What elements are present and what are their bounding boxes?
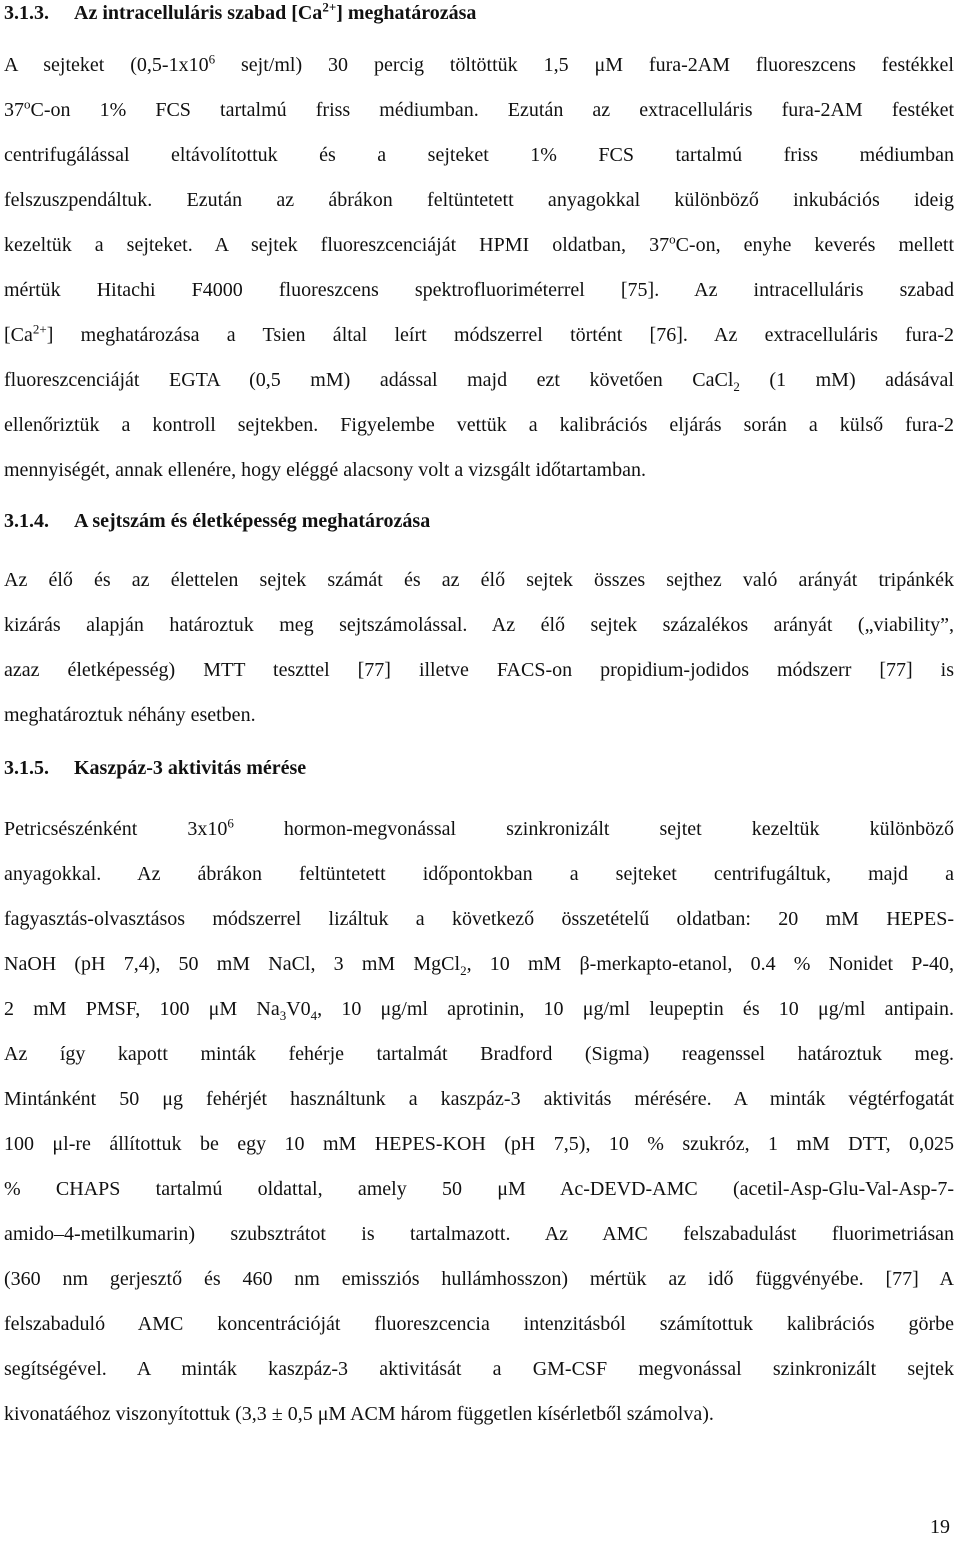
text-segment: felszuszpendáltuk. Ezután az ábrákon feltüntetett anyagokkal különböző inkubációs ideig bbox=[4, 189, 954, 211]
text-segment: Az így kapott minták fehérje tartalmát Bradford (Sigma) reagenssel határoztuk meg. bbox=[4, 1043, 954, 1065]
text-segment: 3 bbox=[279, 1008, 287, 1023]
text-line bbox=[4, 1122, 954, 1167]
text-segment: sejt/ml) 30 percig töltöttük 1,5 μM fura-2AM fluoreszcens festékkel bbox=[215, 54, 954, 76]
section-number: 3.1.4. bbox=[4, 510, 49, 532]
text-segment: 100 μl-re állítottuk be egy 10 mM HEPES-KOH (pH 7,5), 10 % szukróz, 1 mM DTT, 0,025 bbox=[4, 1133, 954, 1155]
text-segment: 2+ bbox=[32, 321, 47, 337]
paragraph-caspase bbox=[4, 807, 954, 1437]
text-segment: (1 mM) adásával bbox=[739, 369, 954, 391]
text-line bbox=[4, 403, 954, 448]
text-segment: fluoreszcenciáját EGTA (0,5 mM) adással majd ezt követően CaCl bbox=[4, 369, 734, 391]
text-line bbox=[4, 1392, 954, 1437]
text-segment: centrifugálással eltávolítottuk és a sejteket 1% FCS tartalmú friss médiumban bbox=[4, 144, 954, 166]
text-segment: fagyasztás-olvasztásos módszerrel lizáltuk a következő összetételű oldatban: 20 mM HEPES- bbox=[4, 908, 954, 930]
text-line bbox=[4, 1167, 954, 1212]
text-line bbox=[4, 693, 954, 738]
text-segment: , 10 mM β-merkapto-etanol, 0.4 % Nonidet P-40, bbox=[466, 953, 955, 975]
text-segment: Petricsészénként 3x10 bbox=[4, 818, 228, 840]
text-segment: Az élő és az élettelen sejtek számát és az élő sejtek összes sejthez való arányát tripánkék bbox=[4, 569, 954, 591]
text-segment: 4 bbox=[310, 1008, 318, 1023]
text-segment: [Ca bbox=[4, 324, 33, 346]
text-segment: 2 bbox=[460, 963, 467, 978]
text-line bbox=[4, 448, 954, 493]
text-line bbox=[4, 987, 954, 1032]
text-line bbox=[4, 223, 954, 268]
text-segment: NaOH (pH 7,4), 50 mM NaCl, 3 mM MgCl bbox=[4, 953, 461, 975]
section-title-text: Az intracelluláris szabad [Ca bbox=[74, 2, 323, 24]
text-line bbox=[4, 1032, 954, 1077]
section-heading-3-1-4 bbox=[4, 510, 430, 533]
section-title-text: A sejtszám és életképesség meghatározása bbox=[74, 510, 431, 532]
text-segment: segítségével. A minták kaszpáz-3 aktivitását a GM-CSF megvonással szinkronizált sejtek bbox=[4, 1358, 954, 1380]
text-segment: meghatároztuk néhány esetben. bbox=[4, 704, 256, 726]
paragraph-intracellular-calcium bbox=[4, 43, 954, 493]
text-line bbox=[4, 1077, 954, 1122]
text-line bbox=[4, 178, 954, 223]
text-line bbox=[4, 268, 954, 313]
section-number: 3.1.5. bbox=[4, 757, 49, 779]
text-segment: ellenőriztük a kontroll sejtekben. Figyelembe vettük a kalibrációs eljárás során a külső fura-2 bbox=[4, 414, 954, 436]
text-line bbox=[4, 313, 954, 358]
text-segment: hormon-megvonással szinkronizált sejtet kezeltük különböző bbox=[233, 818, 955, 840]
section-heading-3-1-5 bbox=[4, 757, 306, 780]
text-segment: kizárás alapján határoztuk meg sejtszámolással. Az élő sejtek százalékos arányát („viability”, bbox=[4, 614, 954, 636]
text-line bbox=[4, 1257, 954, 1302]
text-line bbox=[4, 88, 954, 133]
text-segment: kivonatáéhoz viszonyítottuk (3,3 ± 0,5 μM ACM három független kísérletből számolva). bbox=[4, 1403, 714, 1425]
text-segment: mennyiségét, annak ellenére, hogy eléggé alacsony volt a vizsgált időtartamban. bbox=[4, 459, 646, 481]
text-segment: mértük Hitachi F4000 fluoreszcens spektrofluoriméterrel [75]. Az intracelluláris szabad bbox=[4, 279, 954, 301]
text-line bbox=[4, 648, 954, 693]
text-line bbox=[4, 852, 954, 897]
text-line bbox=[4, 1347, 954, 1392]
text-segment: 6 bbox=[227, 815, 234, 831]
text-line bbox=[4, 358, 954, 403]
text-segment: ] meghatározása a Tsien által leírt módszerrel történt [76]. Az extracelluláris fura-2 bbox=[46, 324, 954, 346]
text-line bbox=[4, 897, 954, 942]
text-segment: C-on, enyhe keverés mellett bbox=[675, 234, 954, 256]
section-title-end: ] meghatározása bbox=[336, 2, 477, 24]
section-heading-3-1-3 bbox=[4, 2, 476, 25]
text-segment: o bbox=[24, 96, 31, 112]
text-segment: felszabaduló AMC koncentrációját fluoreszcencia intenzitásból számítottuk kalibrációs görbe bbox=[4, 1313, 954, 1335]
text-line bbox=[4, 942, 954, 987]
page-number: 19 bbox=[930, 1516, 950, 1538]
text-segment: A sejteket (0,5-1x10 bbox=[4, 54, 209, 76]
text-segment: , 10 μg/ml aprotinin, 10 μg/ml leupeptin és 10 μg/ml antipain. bbox=[317, 998, 954, 1020]
text-line bbox=[4, 558, 954, 603]
text-line bbox=[4, 1302, 954, 1347]
text-segment: C-on 1% FCS tartalmú friss médiumban. Ezután az extracelluláris fura-2AM festéket bbox=[30, 99, 954, 121]
text-segment: o bbox=[669, 231, 676, 247]
text-segment: azaz életképesség) MTT teszttel [77] illetve FACS-on propidium-jodidos módszerr [77] is bbox=[4, 659, 954, 681]
section-title-sup: 2+ bbox=[322, 0, 337, 15]
text-segment: kezeltük a sejteket. A sejtek fluoreszcenciáját HPMI oldatban, 37 bbox=[4, 234, 670, 256]
text-segment: Mintánként 50 μg fehérjét használtunk a kaszpáz-3 aktivitás mérésére. A minták végtérfogatát bbox=[4, 1088, 954, 1110]
text-line bbox=[4, 133, 954, 178]
text-line bbox=[4, 1212, 954, 1257]
text-segment: % CHAPS tartalmú oldattal, amely 50 μM Ac-DEVD-AMC (acetil-Asp-Glu-Val-Asp-7- bbox=[4, 1178, 954, 1200]
text-segment: 37 bbox=[4, 99, 24, 121]
text-segment: (360 nm gerjesztő és 460 nm emissziós hullámhosszon) mértük az idő függvényébe. [77] A bbox=[4, 1268, 954, 1290]
text-line bbox=[4, 43, 954, 88]
text-segment: V0 bbox=[286, 998, 311, 1020]
text-segment: anyagokkal. Az ábrákon feltüntetett időpontokban a sejteket centrifugáltuk, majd a bbox=[4, 863, 954, 885]
text-line bbox=[4, 807, 954, 852]
section-number: 3.1.3. bbox=[4, 2, 49, 24]
section-title-text: Kaszpáz-3 aktivitás mérése bbox=[74, 757, 307, 779]
text-segment: 2 bbox=[733, 379, 740, 394]
text-segment: 2 mM PMSF, 100 μM Na bbox=[4, 998, 280, 1020]
paragraph-viability bbox=[4, 558, 954, 738]
text-segment: amido–4-metilkumarin) szubsztrátot is tartalmazott. Az AMC felszabadulást fluorimetriásan bbox=[4, 1223, 954, 1245]
text-line bbox=[4, 603, 954, 648]
text-segment: 6 bbox=[208, 51, 216, 67]
